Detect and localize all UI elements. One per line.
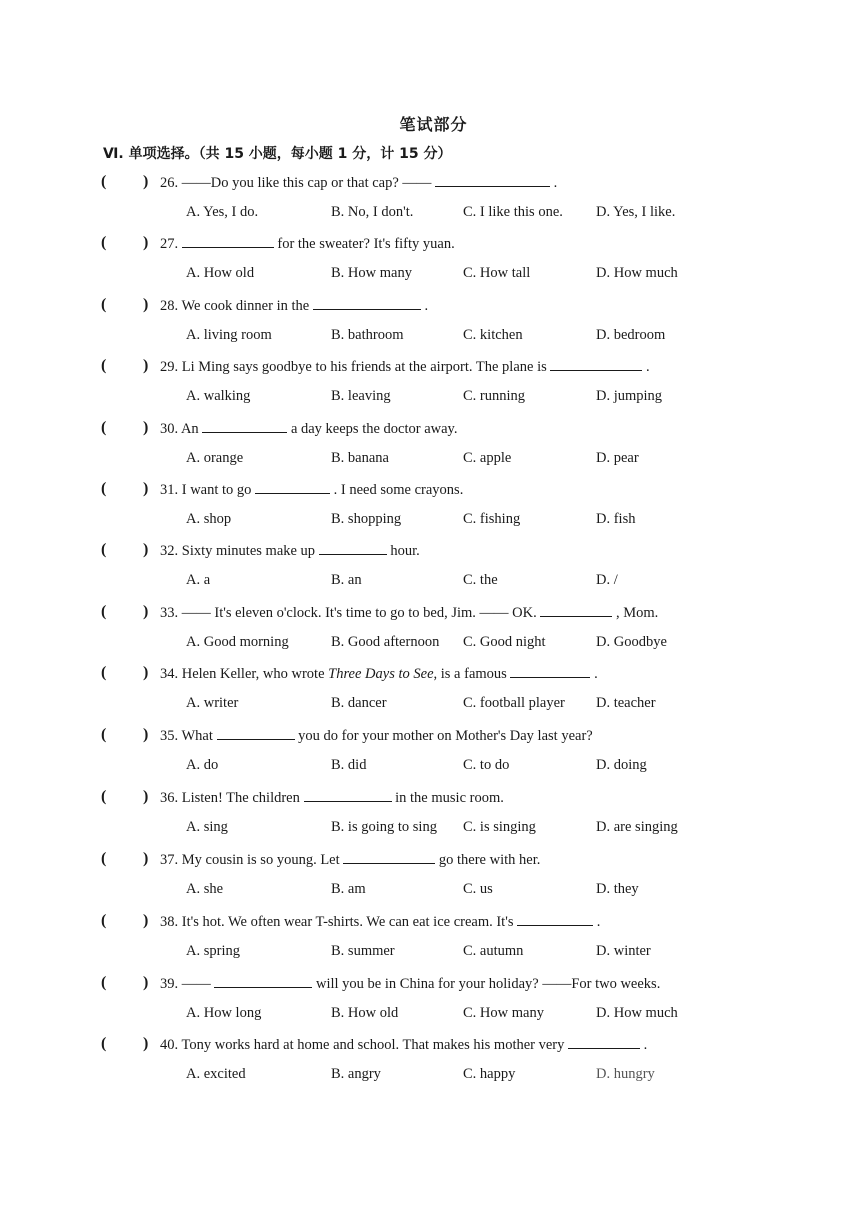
answer-option: C. apple xyxy=(463,450,512,466)
question-item xyxy=(0,541,867,601)
answer-option: C. Good night xyxy=(463,634,546,650)
answer-option: D. fish xyxy=(596,511,636,527)
answer-option: D. teacher xyxy=(596,695,656,711)
question-item xyxy=(0,419,867,479)
answer-option: A. a xyxy=(186,572,211,588)
answer-option: B. banana xyxy=(331,450,389,466)
question-number: 27. xyxy=(160,236,179,252)
answer-paren-close: ) xyxy=(143,234,149,251)
answer-blank xyxy=(517,913,593,926)
answer-option: A. orange xyxy=(186,450,244,466)
answer-paren-open: ( xyxy=(101,541,107,558)
question-text: go there with her. xyxy=(438,852,541,868)
question-stem xyxy=(160,235,455,253)
question-text: . xyxy=(553,175,558,191)
question-item xyxy=(0,603,867,663)
answer-option: D. they xyxy=(596,881,639,897)
question-number: 34. xyxy=(160,666,179,682)
question-number: 36. xyxy=(160,790,179,806)
answer-blank xyxy=(313,297,421,310)
answer-option: C. I like this one. xyxy=(463,204,563,220)
question-text: . xyxy=(643,1037,648,1053)
answer-option: B. No, I don't. xyxy=(331,204,414,220)
answer-option: B. bathroom xyxy=(331,327,404,343)
question-text: —— It's eleven o'clock. It's time to go to bed, Jim. —— OK. xyxy=(181,605,537,621)
answer-paren-close: ) xyxy=(143,1035,149,1052)
answer-option: B. summer xyxy=(331,943,395,959)
answer-paren-close: ) xyxy=(143,974,149,991)
answer-option: A. How long xyxy=(186,1005,262,1021)
question-stem xyxy=(160,975,660,993)
question-text: . xyxy=(646,359,650,375)
answer-option: B. How many xyxy=(331,265,412,281)
answer-paren-close: ) xyxy=(143,296,149,313)
question-item xyxy=(0,1035,867,1095)
answer-option: D. bedroom xyxy=(596,327,666,343)
answer-option: B. am xyxy=(331,881,366,897)
question-text: Li Ming says goodbye to his friends at the airport. The plane is xyxy=(181,359,547,375)
answer-paren-open: ( xyxy=(101,850,107,867)
answer-option: B. is going to sing xyxy=(331,819,437,835)
question-item xyxy=(0,912,867,972)
question-text: a day keeps the doctor away. xyxy=(290,421,458,437)
answer-option: C. running xyxy=(463,388,526,404)
answer-option: C. How tall xyxy=(463,265,531,281)
question-item xyxy=(0,850,867,910)
question-text: An xyxy=(180,421,199,437)
question-text: . xyxy=(424,298,429,314)
answer-option: C. us xyxy=(463,881,493,897)
answer-option: C. to do xyxy=(463,757,510,773)
answer-option: A. shop xyxy=(186,511,232,527)
answer-paren-close: ) xyxy=(143,912,149,929)
answer-option: A. sing xyxy=(186,819,228,835)
question-item xyxy=(0,788,867,848)
answer-option: C. is singing xyxy=(463,819,536,835)
question-stem xyxy=(160,358,650,376)
answer-blank xyxy=(304,789,392,802)
question-text: for the sweater? It's fifty yuan. xyxy=(277,236,455,252)
answer-option: A. writer xyxy=(186,695,239,711)
answer-paren-open: ( xyxy=(101,664,107,681)
question-number: 37. xyxy=(160,852,179,868)
question-number: 31. xyxy=(160,482,179,498)
answer-paren-open: ( xyxy=(101,912,107,929)
question-text: , Mom. xyxy=(615,605,659,621)
answer-option: A. she xyxy=(186,881,224,897)
answer-paren-close: ) xyxy=(143,726,149,743)
answer-paren-open: ( xyxy=(101,974,107,991)
question-stem xyxy=(160,604,658,622)
question-item xyxy=(0,974,867,1034)
answer-option: B. leaving xyxy=(331,388,391,404)
answer-option: D. winter xyxy=(596,943,651,959)
answer-option: B. dancer xyxy=(331,695,387,711)
question-number: 35. xyxy=(160,728,179,744)
answer-blank xyxy=(255,481,330,494)
answer-paren-close: ) xyxy=(143,788,149,805)
question-item xyxy=(0,480,867,540)
answer-option: D. How much xyxy=(596,1005,678,1021)
question-stem xyxy=(160,542,420,560)
answer-option: C. the xyxy=(463,572,498,588)
question-stem xyxy=(160,1036,647,1054)
question-text: My cousin is so young. Let xyxy=(181,852,340,868)
answer-paren-open: ( xyxy=(101,419,107,436)
question-stem xyxy=(160,297,428,315)
question-number: 38. xyxy=(160,914,179,930)
question-item xyxy=(0,664,867,724)
answer-option: C. fishing xyxy=(463,511,521,527)
answer-option: C. kitchen xyxy=(463,327,523,343)
answer-option: C. football player xyxy=(463,695,565,711)
book-title: Three Days to See xyxy=(328,666,434,682)
question-item xyxy=(0,173,867,233)
question-item xyxy=(0,234,867,294)
question-text: , is a famous xyxy=(433,666,507,682)
answer-blank xyxy=(182,235,274,248)
answer-option: C. How many xyxy=(463,1005,544,1021)
question-text: We cook dinner in the xyxy=(181,298,310,314)
answer-option: A. do xyxy=(186,757,219,773)
answer-paren-open: ( xyxy=(101,726,107,743)
answer-option: A. How old xyxy=(186,265,255,281)
answer-option: B. an xyxy=(331,572,362,588)
answer-paren-close: ) xyxy=(143,357,149,374)
question-number: 30. xyxy=(160,421,179,437)
question-stem xyxy=(160,851,540,869)
answer-blank xyxy=(217,727,295,740)
answer-option: D. / xyxy=(596,572,618,588)
answer-blank xyxy=(435,174,550,187)
question-text: will you be in China for your holiday? ——For two weeks. xyxy=(316,976,661,992)
answer-option: D. hungry xyxy=(596,1066,655,1082)
question-text: . xyxy=(596,914,601,930)
question-stem xyxy=(160,174,557,192)
question-text: hour. xyxy=(390,543,420,559)
answer-blank xyxy=(343,851,435,864)
answer-blank xyxy=(214,975,312,988)
answer-paren-open: ( xyxy=(101,234,107,251)
question-text: I want to go xyxy=(181,482,252,498)
answer-paren-close: ) xyxy=(143,541,149,558)
answer-paren-close: ) xyxy=(143,603,149,620)
answer-blank xyxy=(550,358,642,371)
question-item xyxy=(0,296,867,356)
question-stem xyxy=(160,789,504,807)
answer-paren-open: ( xyxy=(101,296,107,313)
answer-paren-close: ) xyxy=(143,850,149,867)
answer-option: C. autumn xyxy=(463,943,524,959)
answer-option: A. Good morning xyxy=(186,634,289,650)
answer-paren-open: ( xyxy=(101,357,107,374)
question-item xyxy=(0,357,867,417)
question-text: It's hot. We often wear T-shirts. We can eat ice cream. It's xyxy=(181,914,514,930)
question-item xyxy=(0,726,867,786)
question-number: 29. xyxy=(160,359,179,375)
answer-paren-open: ( xyxy=(101,1035,107,1052)
answer-paren-close: ) xyxy=(143,480,149,497)
question-text: —— xyxy=(181,976,211,992)
answer-option: A. Yes, I do. xyxy=(186,204,259,220)
question-stem xyxy=(160,727,593,745)
answer-option: D. doing xyxy=(596,757,647,773)
answer-paren-open: ( xyxy=(101,603,107,620)
question-text: in the music room. xyxy=(395,790,504,806)
question-text: you do for your mother on Mother's Day last year? xyxy=(298,728,593,744)
answer-blank xyxy=(319,542,387,555)
question-number: 33. xyxy=(160,605,179,621)
answer-option: D. Yes, I like. xyxy=(596,204,676,220)
question-stem xyxy=(160,481,463,499)
answer-paren-open: ( xyxy=(101,480,107,497)
question-text: Helen Keller, who wrote xyxy=(181,666,325,682)
question-number: 28. xyxy=(160,298,179,314)
answer-paren-open: ( xyxy=(101,788,107,805)
answer-option: D. How much xyxy=(596,265,678,281)
answer-option: D. jumping xyxy=(596,388,663,404)
question-text: Sixty minutes make up xyxy=(181,543,316,559)
answer-option: D. are singing xyxy=(596,819,678,835)
answer-option: C. happy xyxy=(463,1066,516,1082)
answer-paren-close: ) xyxy=(143,419,149,436)
section-heading: Ⅵ. 单项选择。（共 15 小题，每小题 1 分，计 15 分） xyxy=(103,146,452,162)
page-title: 笔试部分 xyxy=(399,115,468,134)
answer-option: D. Goodbye xyxy=(596,634,667,650)
answer-option: A. excited xyxy=(186,1066,246,1082)
answer-option: A. living room xyxy=(186,327,272,343)
answer-paren-open: ( xyxy=(101,173,107,190)
answer-paren-close: ) xyxy=(143,173,149,190)
answer-option: B. Good afternoon xyxy=(331,634,440,650)
question-number: 39. xyxy=(160,976,179,992)
answer-option: B. How old xyxy=(331,1005,399,1021)
answer-blank xyxy=(568,1036,640,1049)
answer-option: B. shopping xyxy=(331,511,402,527)
question-number: 32. xyxy=(160,543,179,559)
answer-option: D. pear xyxy=(596,450,639,466)
question-text: ——Do you like this cap or that cap? —— xyxy=(181,175,432,191)
question-text: . xyxy=(594,666,598,682)
answer-paren-close: ) xyxy=(143,664,149,681)
question-stem xyxy=(160,665,598,683)
answer-option: A. spring xyxy=(186,943,240,959)
question-text: . I need some crayons. xyxy=(333,482,464,498)
answer-blank xyxy=(540,604,612,617)
answer-option: B. did xyxy=(331,757,367,773)
question-number: 26. xyxy=(160,175,179,191)
answer-option: A. walking xyxy=(186,388,251,404)
answer-option: B. angry xyxy=(331,1066,381,1082)
question-stem xyxy=(160,913,600,931)
question-stem xyxy=(160,420,457,438)
question-text: What xyxy=(181,728,213,744)
answer-blank xyxy=(510,665,590,678)
question-number: 40. xyxy=(160,1037,179,1053)
question-text: Listen! The children xyxy=(181,790,300,806)
answer-blank xyxy=(202,420,287,433)
question-text: Tony works hard at home and school. That makes his mother very xyxy=(181,1037,565,1053)
